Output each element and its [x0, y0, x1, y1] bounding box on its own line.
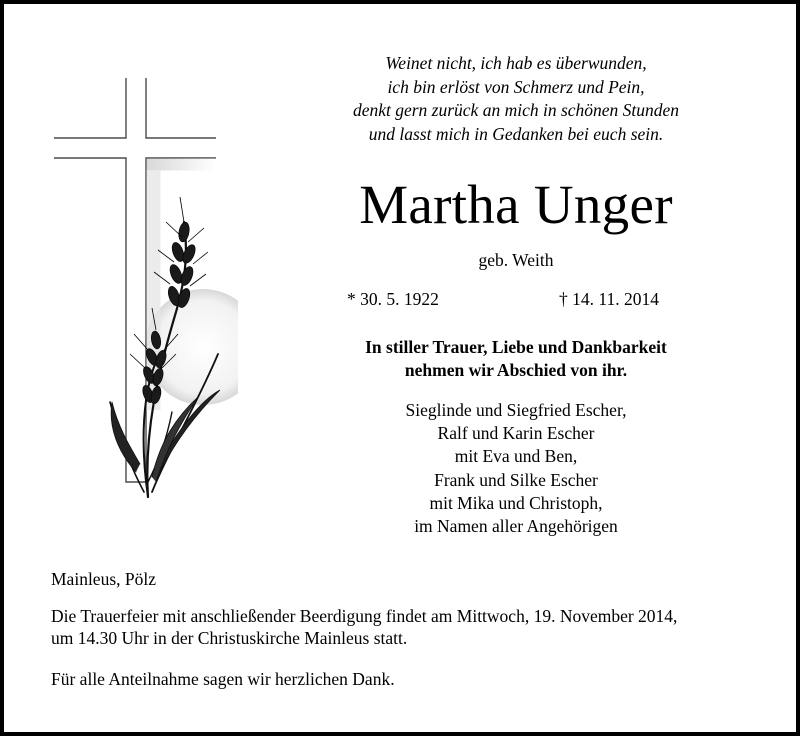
mourning-statement — [296, 336, 736, 382]
family-line: mit Mika und Christoph, — [429, 492, 603, 513]
poem-line: ich bin erlöst von Schmerz und Pein, — [387, 76, 645, 97]
mourning-line: nehmen wir Abschied von ihr. — [404, 360, 628, 380]
family-list — [296, 399, 736, 538]
family-line: Frank und Silke Escher — [434, 469, 598, 490]
poem-line: denkt gern zurück an mich in schönen Stunden — [352, 100, 680, 120]
family-line: Sieglinde und Siegfried Escher, — [405, 400, 627, 420]
mourning-line: In stiller Trauer, Liebe und Dankbarkeit — [365, 337, 667, 357]
poem-line: und lasst mich in Gedanken bei euch sein. — [368, 123, 664, 144]
family-line: Ralf und Karin Escher — [437, 423, 595, 444]
thanks-note: Für alle Anteilnahme sagen wir herzlichen Dank. — [51, 669, 395, 689]
family-line: mit Eva und Ben, — [454, 446, 578, 467]
deceased-name: Martha Unger — [359, 174, 673, 235]
family-line: im Namen aller Angehörigen — [414, 516, 618, 537]
poem — [296, 52, 736, 146]
ceremony-line: Die Trauerfeier mit anschließender Beerdigung findet am Mittwoch, 19. November 2014, — [51, 606, 678, 626]
death-date: † 14. 11. 2014 — [559, 289, 659, 309]
poem-line: Weinet nicht, ich hab es überwunden, — [385, 53, 647, 73]
birth-date: * 30. 5. 1922 — [347, 289, 439, 309]
ceremony-line: um 14.30 Uhr in der Christuskirche Mainleus statt. — [51, 628, 408, 648]
ceremony-info — [51, 605, 791, 649]
maiden-name: geb. Weith — [478, 250, 554, 270]
cross-with-wheat-icon — [48, 72, 238, 502]
place: Mainleus, Pölz — [51, 569, 156, 589]
